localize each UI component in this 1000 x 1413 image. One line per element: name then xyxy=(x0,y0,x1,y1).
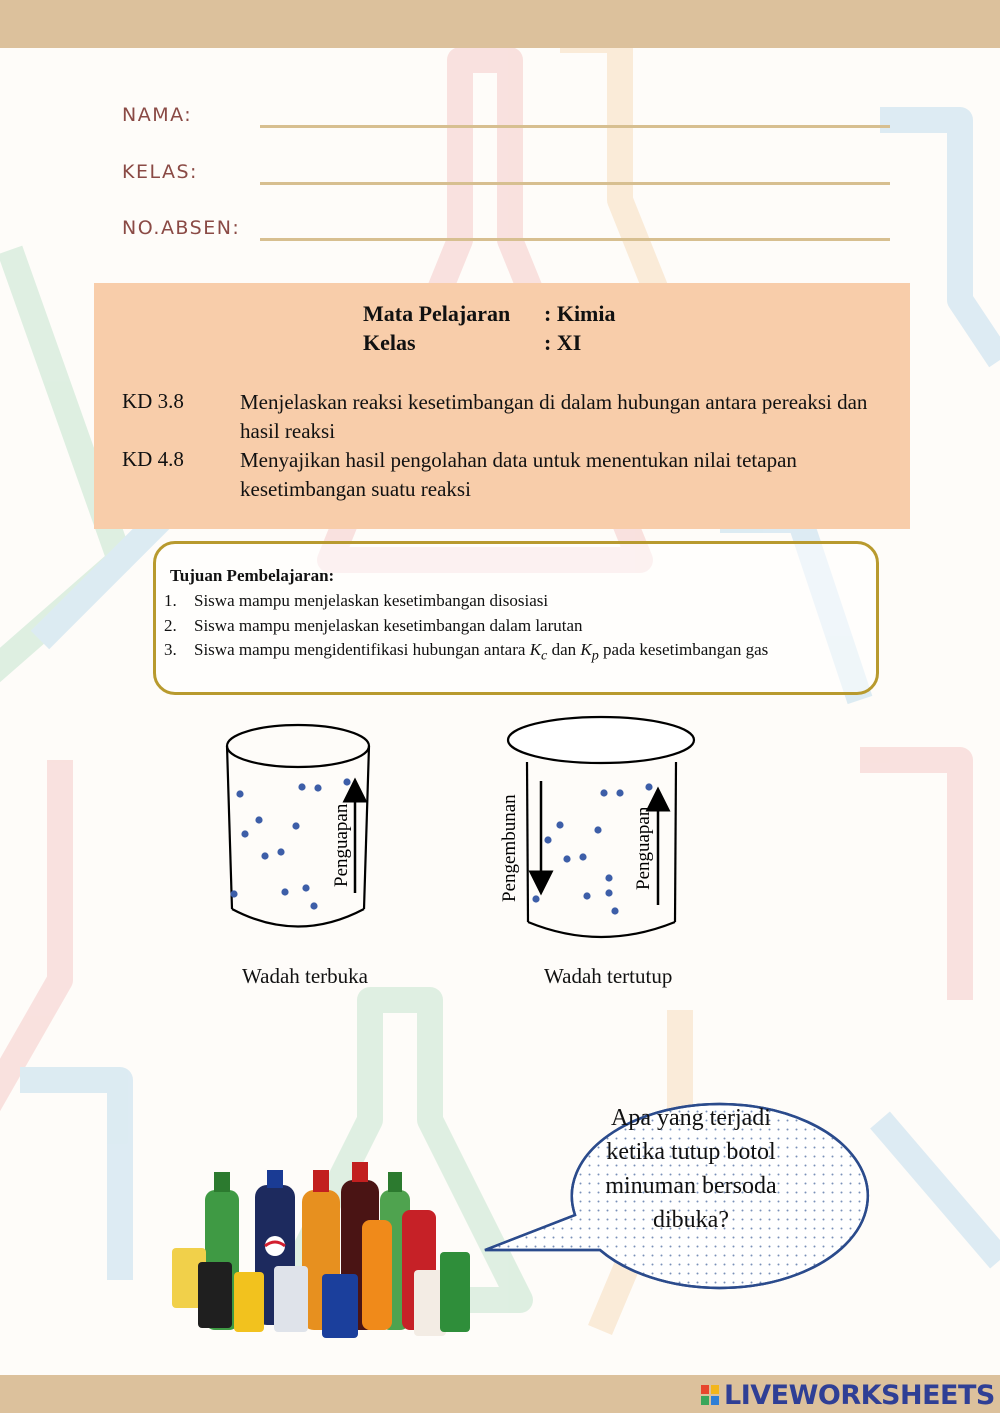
goal-number: 3. xyxy=(164,640,177,659)
liveworksheets-brand-text: LIVEWORKSHEETS xyxy=(724,1379,995,1411)
goal-text-mid: dan xyxy=(547,640,581,659)
kp-subscript: p xyxy=(591,647,599,664)
open-evaporation-label: Penguapan xyxy=(331,803,352,887)
open-container-caption: Wadah terbuka xyxy=(242,964,368,988)
subject-value: : Kimia xyxy=(544,301,616,326)
learning-goals-title: Tujuan Pembelajaran: xyxy=(170,566,335,585)
kd-code-1: KD 3.8 xyxy=(122,389,184,413)
goal-text-post: pada kesetimbangan gas xyxy=(598,640,769,659)
goal-text: Siswa mampu mengidentifikasi hubungan antara xyxy=(194,640,530,659)
subject-label: Mata Pelajaran xyxy=(363,301,511,326)
goal-number: 2. xyxy=(164,616,177,635)
goal-text: Siswa mampu menjelaskan kesetimbangan disosiasi xyxy=(194,591,549,610)
class-label: KELAS: xyxy=(122,161,198,183)
grade-value: : XI xyxy=(544,330,582,355)
name-label: NAMA: xyxy=(122,104,193,126)
liveworksheets-logo-icon xyxy=(700,1383,720,1407)
closed-container-caption: Wadah tertutup xyxy=(544,964,673,988)
roll-number-label: NO.ABSEN: xyxy=(122,217,241,239)
closed-evaporation-label: Penguapan xyxy=(633,806,654,890)
kd-code-2: KD 4.8 xyxy=(122,447,184,471)
grade-label: Kelas xyxy=(363,330,416,355)
kd-text-1: Menjelaskan reaksi kesetimbangan di dalam hubungan antara pereaksi dan hasil reaksi xyxy=(240,390,868,443)
closed-condensation-label: Pengembunan xyxy=(499,794,520,902)
goal-text: Siswa mampu menjelaskan kesetimbangan dalam larutan xyxy=(194,616,583,635)
kp-symbol: K xyxy=(580,640,592,659)
kd-text-2: Menyajikan hasil pengolahan data untuk menentukan nilai tetapan kesetimbangan suatu reaksi xyxy=(240,448,797,501)
speech-bubble-question: Apa yang terjadi ketika tutup botol minuman bersoda dibuka? xyxy=(605,1105,777,1233)
goal-number: 1. xyxy=(164,591,177,610)
liveworksheets-brand[interactable] xyxy=(700,1378,995,1412)
kc-subscript: c xyxy=(541,647,548,664)
kc-symbol: K xyxy=(529,640,542,659)
